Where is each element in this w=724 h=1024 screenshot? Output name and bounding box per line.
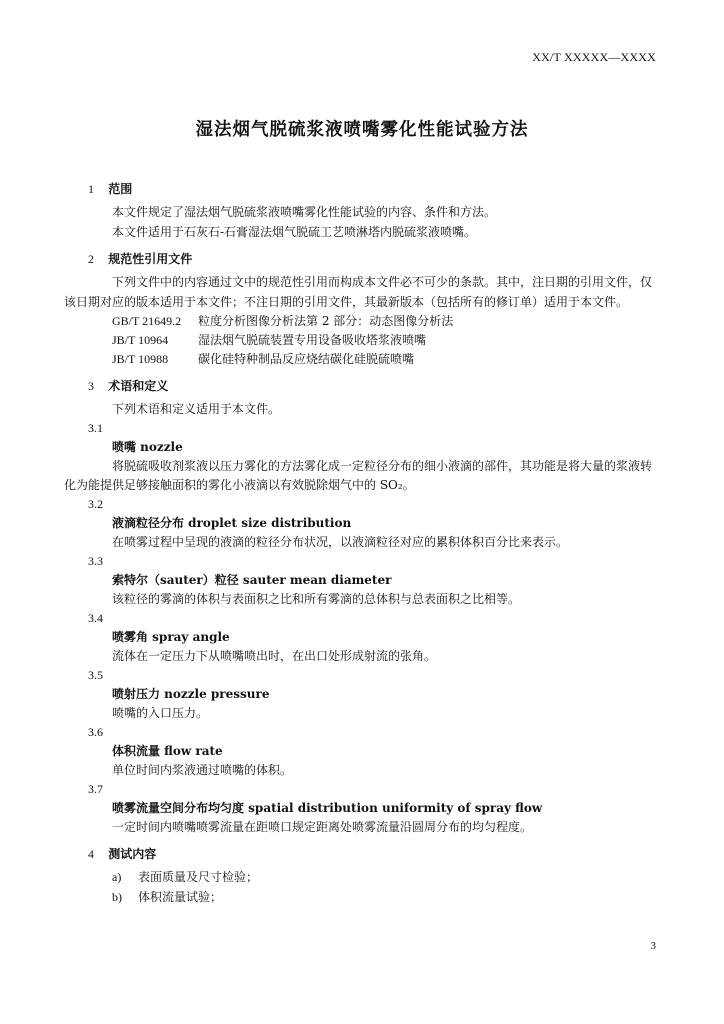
reference-title: 粒度分析图像分析法第 2 部分：动态图像分析法 — [198, 314, 454, 328]
reference-item — [88, 350, 656, 369]
term-number: 3.5 — [88, 668, 103, 682]
standard-code: XX/T XXXXX—XXXX — [532, 50, 656, 64]
term-definition: 在喷雾过程中呈现的液滴的粒径分布状况，以液滴粒径对应的累积体积百分比来表示。 — [112, 535, 569, 549]
section-4-heading — [88, 841, 656, 867]
term-number: 3.2 — [88, 497, 103, 511]
reference-code: JB/T 10964 — [112, 333, 169, 347]
term-number: 3.7 — [88, 782, 103, 796]
term-definition: 流体在一定压力下从喷嘴喷出时，在出口处形成射流的张角。 — [112, 649, 437, 663]
document-body — [64, 176, 656, 907]
section-title: 规范性引用文件 — [108, 252, 193, 266]
section-number: 3 — [88, 379, 94, 393]
term-name: 体积流量 flow rate — [112, 744, 223, 758]
section-1-heading — [88, 176, 656, 202]
paragraph: 下列文件中的内容通过文中的规范性引用而构成本文件必不可少的条款。其中，注日期的引用文件，仅该日期对应的版本适用于本文件；不注日期的引用文件，其最新版本（包括所有的修订单）适用于本文件。 — [64, 275, 653, 309]
term-name: 喷雾流量空间分布均匀度 spatial distribution uniformity of spray flow — [112, 801, 543, 815]
section-number: 4 — [88, 847, 94, 861]
reference-code: JB/T 10988 — [112, 352, 169, 366]
term-name: 索特尔（sauter）粒径 sauter mean diameter — [112, 573, 392, 587]
reference-item — [88, 312, 656, 331]
term-definition: 喷嘴的入口压力。 — [112, 706, 209, 720]
section-title: 测试内容 — [108, 847, 157, 861]
term-number: 3.3 — [88, 554, 103, 568]
section-title: 术语和定义 — [108, 379, 169, 393]
list-item — [88, 867, 656, 887]
list-label: b) — [112, 890, 122, 904]
page-number: 3 — [650, 940, 656, 952]
term-number: 3.1 — [88, 421, 103, 435]
paragraph: 本文件规定了湿法烟气脱硫浆液喷嘴雾化性能试验的内容、条件和方法。 — [112, 205, 497, 219]
term-definition: 该粒径的雾滴的体积与表面积之比和所有雾滴的总体积与总表面积之比相等。 — [112, 592, 521, 606]
term-name: 喷射压力 nozzle pressure — [112, 687, 270, 701]
section-number: 1 — [88, 182, 94, 196]
paragraph: 下列术语和定义适用于本文件。 — [112, 402, 281, 416]
term-name: 液滴粒径分布 droplet size distribution — [112, 516, 352, 530]
document-title: 湿法烟气脱硫浆液喷嘴雾化性能试验方法 — [195, 120, 529, 140]
list-text: 表面质量及尺寸检验； — [138, 870, 259, 884]
reference-title: 湿法烟气脱硫装置专用设备吸收塔浆液喷嘴 — [198, 333, 427, 347]
term-name: 喷雾角 spray angle — [112, 630, 230, 644]
term-definition: 一定时间内喷嘴喷雾流量在距喷口规定距离处喷雾流量沿圆周分布的均匀程度。 — [112, 820, 533, 834]
term-number: 3.6 — [88, 725, 103, 739]
section-3-heading — [88, 373, 656, 399]
list-text: 体积流量试验； — [138, 890, 223, 904]
term-definition: 单位时间内浆液通过喷嘴的体积。 — [112, 763, 293, 777]
reference-item — [88, 331, 656, 350]
term-definition: 将脱硫吸收剂浆液以压力雾化的方法雾化成一定粒径分布的细小液滴的部件，其功能是将大量的浆液转化为能提供足够接触面积的雾化小液滴以有效脱除烟气中的 SO₂。 — [64, 459, 653, 492]
reference-code: GB/T 21649.2 — [112, 314, 182, 328]
section-2-heading — [88, 246, 656, 272]
list-item — [88, 887, 656, 907]
section-number: 2 — [88, 252, 94, 266]
paragraph: 本文件适用于石灰石-石膏湿法烟气脱硫工艺喷淋塔内脱硫浆液喷嘴。 — [112, 225, 477, 239]
reference-title: 碳化硅特种制品反应烧结碳化硅脱硫喷嘴 — [198, 352, 415, 366]
section-title: 范围 — [108, 182, 133, 196]
term-name: 喷嘴 nozzle — [112, 440, 183, 454]
list-label: a) — [112, 870, 122, 884]
term-number: 3.4 — [88, 611, 103, 625]
